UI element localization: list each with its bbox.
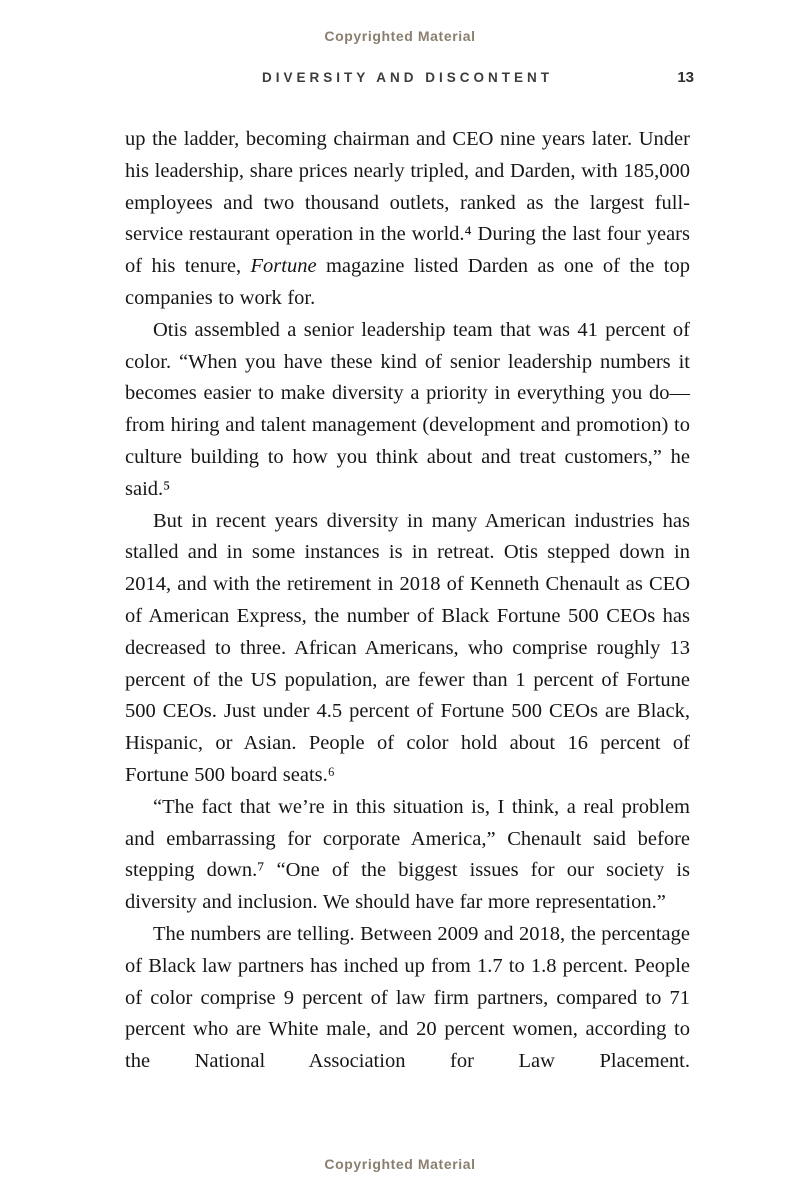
paragraph-1-text-post: magazine listed Darden as one of the top companies to work for.: [125, 255, 690, 309]
copyright-notice-top: Copyrighted Material: [324, 28, 476, 44]
paragraph-5: The numbers are telling. Between 2009 and 2018, the percentage of Black law partners has inched up from 1.7 to 1.8 percent. People of color comprise 9 percent of law firm partners, compared to 71 percent who are White male, and 20 percent women, according to the National Association for Law Placement.: [125, 922, 690, 1073]
running-header: [125, 69, 694, 90]
paragraph-1: [125, 124, 690, 315]
page-body: [125, 124, 690, 1078]
paragraph-1-text-pre: up the ladder, becoming chairman and CEO nine years later. Under his leadership, share prices nearly tripled, and Darden, with 185,000 employees and two thousand outlets, ranked as the largest full-service restaurant operation in the world.⁴ During the last four years of his tenure,: [125, 128, 690, 278]
chapter-title: DIVERSITY AND DISCONTENT: [261, 70, 554, 85]
page-number: 13: [677, 69, 694, 86]
paragraph-4: “The fact that we’re in this situation is, I think, a real problem and embarrassing for corporate America,” Chenault said before stepping down.⁷ “One of the biggest issues for our society is diversity and inclusion. We should have far more representation.”: [125, 795, 690, 914]
italic-magazine-title: Fortune: [250, 255, 317, 278]
paragraph-2: Otis assembled a senior leadership team that was 41 percent of color. “When you have these kind of senior leadership numbers it becomes easier to make diversity a priority in everything you do—from hiring and talent management (development and promotion) to culture building to how you think about and treat customers,” he said.⁵: [125, 318, 690, 500]
paragraph-3: But in recent years diversity in many American industries has stalled and in some instances is in retreat. Otis stepped down in 2014, and with the retirement in 2018 of Kenneth Chenault as CEO of American Express, the number of Black Fortune 500 CEOs has decreased to three. African Americans, who comprise roughly 13 percent of the US population, are fewer than 1 percent of Fortune 500 CEOs. Just under 4.5 percent of Fortune 500 CEOs are Black, Hispanic, or Asian. People of color hold about 16 percent of Fortune 500 board seats.⁶: [125, 509, 690, 786]
copyright-notice-bottom: Copyrighted Material: [324, 1156, 476, 1172]
